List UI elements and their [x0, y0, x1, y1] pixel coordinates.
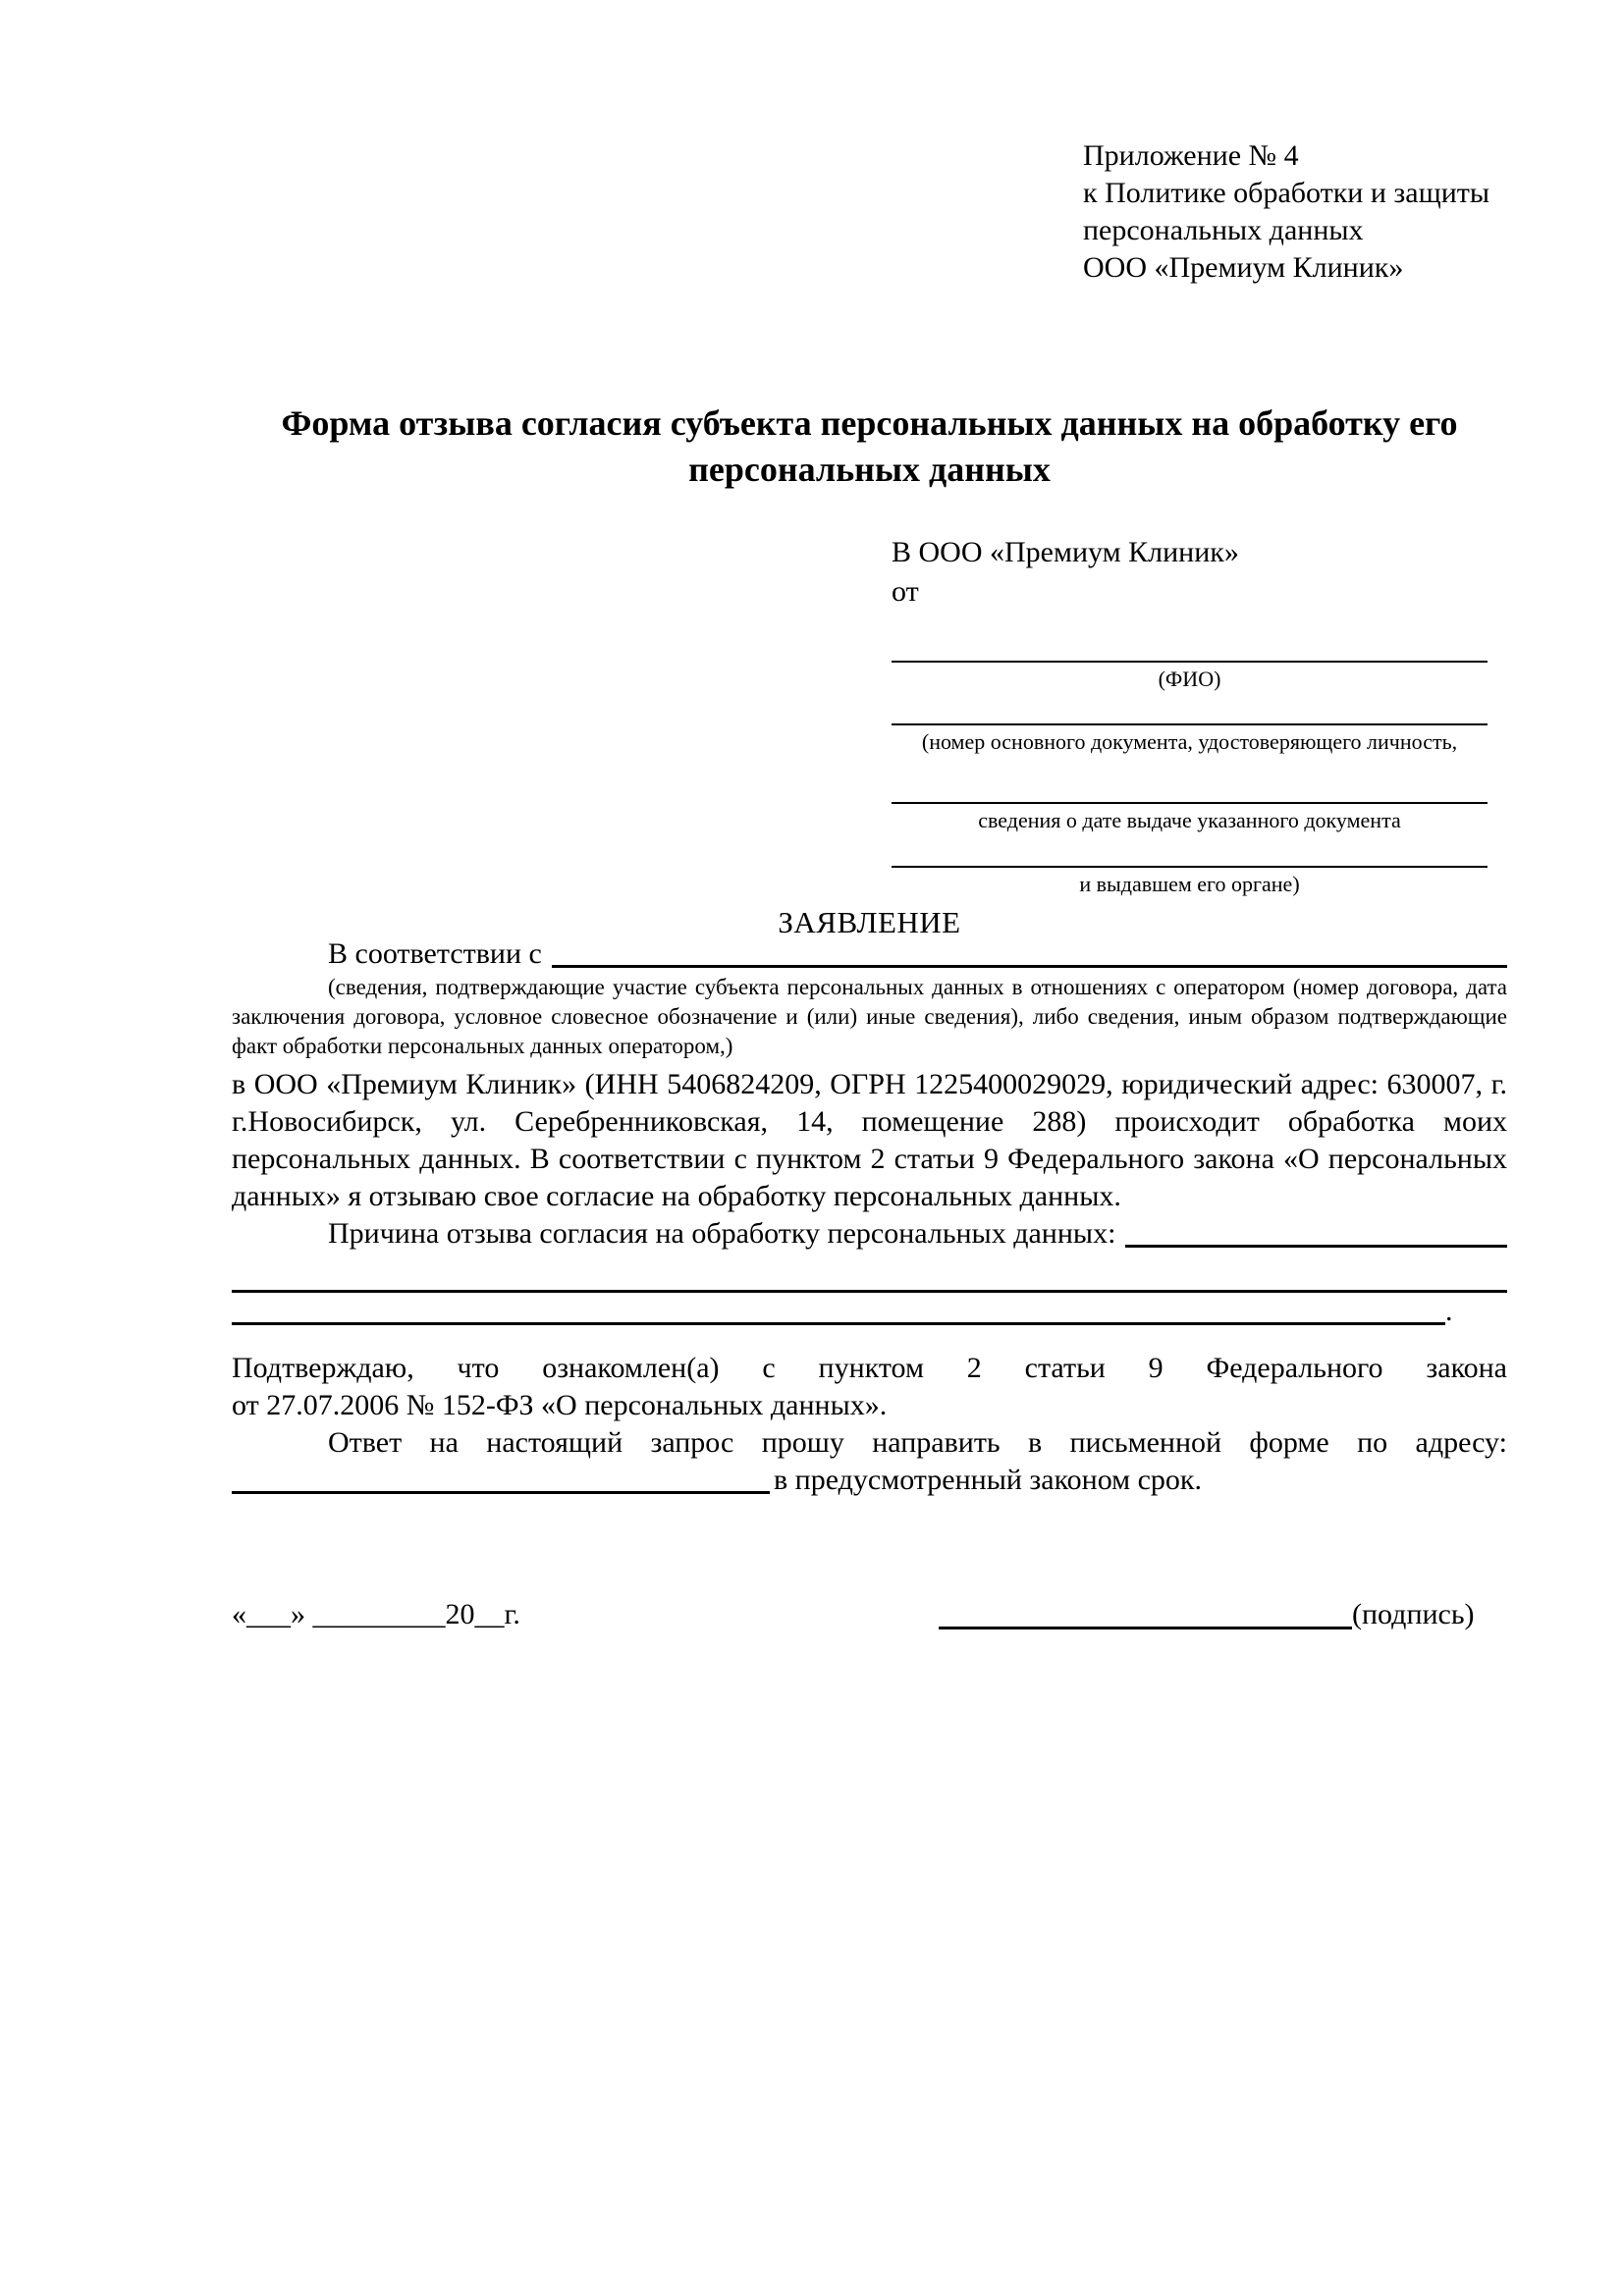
statement-heading: ЗАЯВЛЕНИЕ	[778, 905, 961, 939]
reply-line-1: Ответ на настоящий запрос прошу направить в письменной форме по адресу:	[328, 1426, 1507, 1459]
signature-area	[939, 1596, 1489, 1633]
addressee-from: от	[892, 575, 919, 608]
issue-date-caption: сведения о дате выдаче указанного документа	[978, 808, 1401, 832]
appendix-header-line: Приложение № 4	[1083, 139, 1299, 172]
reply-line-2	[232, 1462, 1507, 1499]
addressee-to: В ООО «Премиум Клиник»	[892, 536, 1239, 568]
appendix-header-line: персональных данных	[1083, 214, 1364, 246]
confirm-paragraph-line-1: Подтверждаю, что ознакомлен(а) с пунктом 2 статьи 9 Федерального закона	[232, 1352, 1507, 1384]
accordance-footnote: (сведения, подтверждающие участие субъекта персональных данных в отношениях с оператором (номер договора, дата заключения договора, условное словесное обозначение и (или) иные сведения), либо сведения, иным образом подтверждающие факт обработки персональных данных оператором,)	[232, 975, 1507, 1058]
fio-caption: (ФИО)	[1158, 667, 1221, 691]
doc-number-caption: (номер основного документа, удостоверяющего личность,	[921, 729, 1458, 754]
signature-caption: (подпись)	[1352, 1598, 1475, 1630]
reason-line	[232, 1215, 1507, 1253]
reason-prefix: Причина отзыва согласия на обработку персональных данных:	[328, 1217, 1116, 1250]
date-line: «___» _________20__г.	[232, 1598, 520, 1630]
appendix-header	[1083, 137, 1489, 287]
reason-blank-row-2-line	[232, 1322, 1445, 1325]
signature-blank-line	[939, 1627, 1352, 1629]
reason-blank-row-1	[232, 1253, 1507, 1293]
reply-suffix: в предусмотренный законом срок.	[774, 1464, 1202, 1496]
addressee-block	[892, 533, 1488, 897]
accordance-line	[232, 935, 1507, 973]
appendix-header-line: ООО «Премиум Клиник»	[1083, 251, 1404, 284]
issuing-authority-caption: и выдавшем его органе)	[1079, 872, 1300, 896]
doc-number-blank-line	[892, 692, 1488, 725]
document-title: Форма отзыва согласия субъекта персональных данных на обработку его персональных данных	[281, 403, 1458, 489]
statement-body	[232, 935, 1507, 1499]
accordance-prefix: В соответствии с	[328, 937, 542, 970]
reason-blank-row-2	[232, 1293, 1507, 1330]
appendix-header-line: к Политике обработки и защиты	[1083, 177, 1490, 209]
issue-date-blank-line	[892, 755, 1488, 804]
reason-blank-line	[1125, 1245, 1507, 1248]
reply-address-blank-line	[232, 1491, 770, 1494]
reason-terminator: .	[1445, 1295, 1453, 1327]
fio-blank-line	[892, 612, 1488, 663]
confirm-paragraph-line-2: от 27.07.2006 № 152-ФЗ «О персональных данных».	[232, 1389, 888, 1421]
main-paragraph: в ООО «Премиум Клиник» (ИНН 5406824209, ОГРН 1225400029029, юридический адрес: 630007, г. г.Новосибирск, ул. Серебренниковская, 14, помещение 288) происходит обработка моих персональных данных. В соответствии с пунктом 2 статьи 9 Федерального закона «О персональных данных» я отзываю свое согласие на обработку персональных данных.	[232, 1068, 1507, 1212]
accordance-blank-line	[552, 965, 1507, 968]
issuing-authority-blank-line	[892, 833, 1488, 868]
